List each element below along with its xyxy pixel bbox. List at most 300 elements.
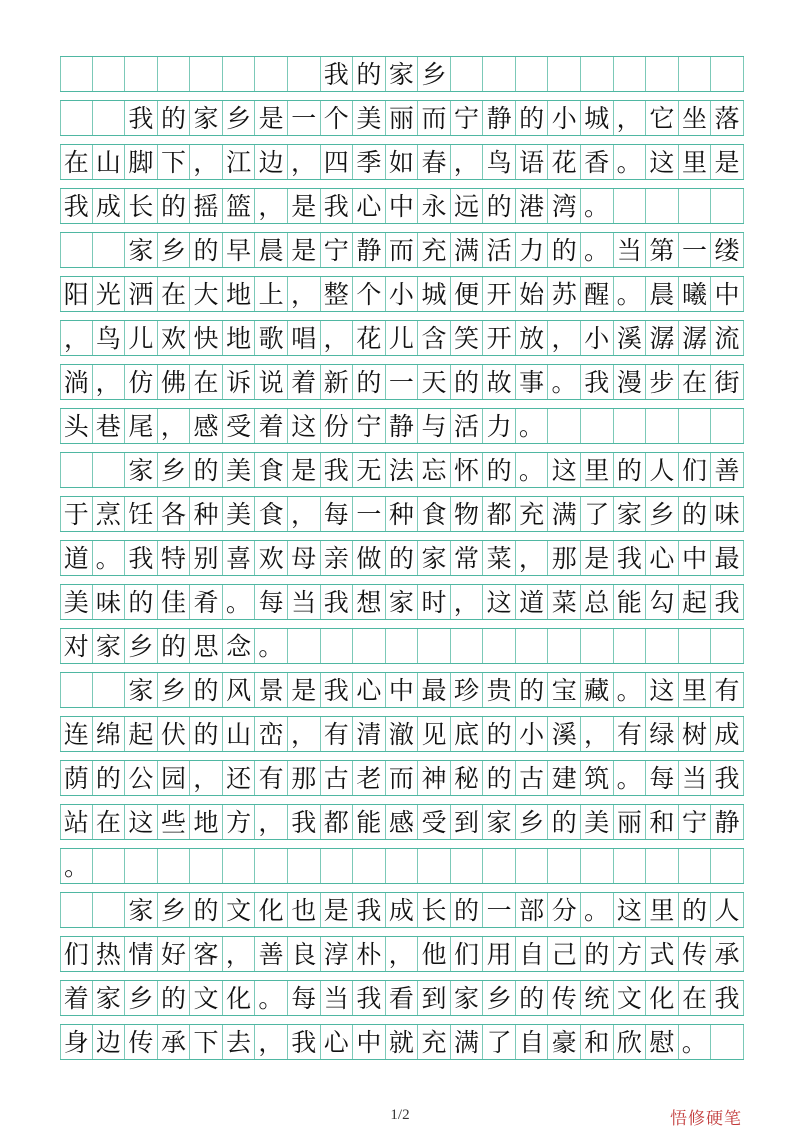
char-cell: 时 — [418, 585, 451, 619]
char-cell: 还 — [223, 761, 256, 795]
char-cell: 。 — [614, 145, 647, 179]
grid-row — [60, 936, 744, 972]
char-cell: 丽 — [614, 805, 647, 839]
char-cell: 份 — [321, 409, 354, 443]
char-cell: 的 — [125, 585, 158, 619]
char-cell: 感 — [190, 409, 223, 443]
char-cell: 我 — [353, 893, 386, 927]
char-cell: 每 — [646, 761, 679, 795]
empty-cell — [711, 57, 744, 91]
char-cell: 美 — [223, 497, 256, 531]
char-cell: 宁 — [451, 101, 484, 135]
char-cell: 菜 — [483, 541, 516, 575]
char-cell: 漫 — [614, 365, 647, 399]
char-cell: 那 — [548, 541, 581, 575]
empty-cell — [451, 849, 484, 883]
empty-cell — [516, 629, 549, 663]
char-cell: 绿 — [646, 717, 679, 751]
char-cell: 饪 — [125, 497, 158, 531]
empty-cell — [60, 893, 93, 927]
char-cell: 晨 — [646, 277, 679, 311]
char-cell: 春 — [418, 145, 451, 179]
char-cell: ， — [288, 497, 321, 531]
char-cell: 客 — [190, 937, 223, 971]
char-cell: 用 — [483, 937, 516, 971]
char-cell: 每 — [288, 981, 321, 1015]
char-cell: 淌 — [60, 365, 93, 399]
char-cell: 我 — [711, 585, 744, 619]
char-cell: 宁 — [679, 805, 712, 839]
char-cell: 我 — [581, 365, 614, 399]
char-cell: 食 — [418, 497, 451, 531]
char-cell: 的 — [679, 497, 712, 531]
char-cell: 勾 — [646, 585, 679, 619]
char-cell: 对 — [60, 629, 93, 663]
char-cell: 去 — [223, 1025, 256, 1059]
empty-cell — [190, 57, 223, 91]
grid-row — [60, 100, 744, 136]
grid-row — [60, 540, 744, 576]
char-cell: 味 — [93, 585, 126, 619]
char-cell: 江 — [223, 145, 256, 179]
char-cell: 里 — [679, 145, 712, 179]
char-cell: 是 — [581, 541, 614, 575]
char-cell: 整 — [321, 277, 354, 311]
char-cell: 我 — [711, 981, 744, 1015]
char-cell: 受 — [223, 409, 256, 443]
empty-cell — [711, 189, 744, 223]
char-cell: 美 — [353, 101, 386, 135]
empty-cell — [288, 57, 321, 91]
empty-cell — [581, 849, 614, 883]
char-cell: 每 — [321, 497, 354, 531]
char-cell: 这 — [646, 673, 679, 707]
char-cell: 。 — [255, 981, 288, 1015]
empty-cell — [418, 849, 451, 883]
char-cell: 神 — [418, 761, 451, 795]
char-cell: 在 — [93, 805, 126, 839]
char-cell: 乡 — [158, 673, 191, 707]
char-cell: ， — [451, 585, 484, 619]
char-cell: 四 — [321, 145, 354, 179]
char-cell: 宁 — [321, 233, 354, 267]
char-cell: 风 — [223, 673, 256, 707]
char-cell: 的 — [581, 937, 614, 971]
char-cell: 种 — [190, 497, 223, 531]
char-cell: 长 — [125, 189, 158, 223]
char-cell: 乡 — [125, 629, 158, 663]
char-cell: ， — [60, 321, 93, 355]
empty-cell — [581, 57, 614, 91]
grid-row — [60, 980, 744, 1016]
char-cell: 尾 — [125, 409, 158, 443]
char-cell: 有 — [614, 717, 647, 751]
char-cell: 篮 — [223, 189, 256, 223]
char-cell: 热 — [93, 937, 126, 971]
char-cell: 港 — [516, 189, 549, 223]
char-cell: 老 — [353, 761, 386, 795]
char-cell: 中 — [711, 277, 744, 311]
char-cell: 在 — [158, 277, 191, 311]
char-cell: 家 — [614, 497, 647, 531]
char-cell: 始 — [516, 277, 549, 311]
empty-cell — [321, 849, 354, 883]
char-cell: ， — [614, 101, 647, 135]
char-cell: 都 — [321, 805, 354, 839]
char-cell: 我 — [125, 541, 158, 575]
char-cell: 这 — [125, 805, 158, 839]
char-cell: ， — [288, 277, 321, 311]
empty-cell — [223, 849, 256, 883]
char-cell: 最 — [711, 541, 744, 575]
char-cell: 物 — [451, 497, 484, 531]
char-cell: 力 — [516, 233, 549, 267]
title-char: 我 — [321, 57, 354, 91]
empty-cell — [60, 453, 93, 487]
char-cell: 的 — [483, 761, 516, 795]
char-cell: 摇 — [190, 189, 223, 223]
empty-cell — [483, 57, 516, 91]
char-cell: 着 — [288, 365, 321, 399]
char-cell: 化 — [646, 981, 679, 1015]
char-cell: 烹 — [93, 497, 126, 531]
char-cell: 的 — [516, 101, 549, 135]
char-cell: 一 — [353, 497, 386, 531]
char-cell: 潺 — [679, 321, 712, 355]
grid-row — [60, 188, 744, 224]
char-cell: 。 — [548, 365, 581, 399]
empty-cell — [711, 1025, 744, 1059]
char-cell: 里 — [581, 453, 614, 487]
char-cell: 中 — [386, 673, 419, 707]
empty-cell — [646, 189, 679, 223]
char-cell: 心 — [353, 189, 386, 223]
char-cell: 的 — [353, 365, 386, 399]
char-cell: 的 — [483, 189, 516, 223]
char-cell: 家 — [93, 981, 126, 1015]
char-cell: 开 — [483, 277, 516, 311]
char-cell: 朴 — [353, 937, 386, 971]
char-cell: 身 — [60, 1025, 93, 1059]
char-cell: 宁 — [353, 409, 386, 443]
char-cell: 是 — [255, 101, 288, 135]
char-cell: 乡 — [158, 453, 191, 487]
char-cell: 那 — [288, 761, 321, 795]
char-cell: 家 — [190, 101, 223, 135]
char-cell: 落 — [711, 101, 744, 135]
grid-row — [60, 320, 744, 356]
char-cell: 放 — [516, 321, 549, 355]
char-cell: 洒 — [125, 277, 158, 311]
char-cell: 唱 — [288, 321, 321, 355]
grid-row — [60, 672, 744, 708]
char-cell: 佳 — [158, 585, 191, 619]
char-cell: 人 — [711, 893, 744, 927]
char-cell: 一 — [386, 365, 419, 399]
char-cell: 地 — [223, 277, 256, 311]
char-cell: 化 — [223, 981, 256, 1015]
char-cell: 是 — [321, 893, 354, 927]
char-cell: 这 — [646, 145, 679, 179]
char-cell: 着 — [60, 981, 93, 1015]
char-cell: 儿 — [125, 321, 158, 355]
char-cell: ， — [288, 717, 321, 751]
char-cell: 我 — [711, 761, 744, 795]
char-cell: ， — [93, 365, 126, 399]
char-cell: 是 — [711, 145, 744, 179]
char-cell: 慰 — [646, 1025, 679, 1059]
char-cell: 脚 — [125, 145, 158, 179]
char-cell: 这 — [483, 585, 516, 619]
empty-cell — [353, 629, 386, 663]
empty-cell — [548, 849, 581, 883]
empty-cell — [679, 849, 712, 883]
empty-cell — [418, 629, 451, 663]
char-cell: 欢 — [158, 321, 191, 355]
char-cell: 中 — [679, 541, 712, 575]
empty-cell — [353, 849, 386, 883]
empty-cell — [93, 453, 126, 487]
char-cell: 和 — [646, 805, 679, 839]
char-cell: 一 — [679, 233, 712, 267]
char-cell: 无 — [353, 453, 386, 487]
char-cell: 当 — [614, 233, 647, 267]
char-cell: 善 — [711, 453, 744, 487]
grid-row — [60, 760, 744, 796]
char-cell: 公 — [125, 761, 158, 795]
empty-cell — [386, 629, 419, 663]
char-cell: 含 — [418, 321, 451, 355]
char-cell: 充 — [418, 233, 451, 267]
char-cell: 光 — [93, 277, 126, 311]
char-cell: 古 — [321, 761, 354, 795]
char-cell: 方 — [614, 937, 647, 971]
char-cell: 起 — [679, 585, 712, 619]
char-cell: 长 — [418, 893, 451, 927]
char-cell: 静 — [711, 805, 744, 839]
empty-cell — [223, 57, 256, 91]
char-cell: 心 — [321, 1025, 354, 1059]
char-cell: 分 — [548, 893, 581, 927]
char-cell: 。 — [516, 409, 549, 443]
char-cell: 受 — [418, 805, 451, 839]
char-cell: 在 — [190, 365, 223, 399]
char-cell: 能 — [614, 585, 647, 619]
char-cell: 统 — [581, 981, 614, 1015]
char-cell: 语 — [516, 145, 549, 179]
empty-cell — [255, 57, 288, 91]
char-cell: 于 — [60, 497, 93, 531]
char-cell: ， — [288, 145, 321, 179]
char-cell: 着 — [255, 409, 288, 443]
char-cell: 巷 — [93, 409, 126, 443]
char-cell: 花 — [548, 145, 581, 179]
grid-row — [60, 364, 744, 400]
char-cell: 文 — [190, 981, 223, 1015]
char-cell: 藏 — [581, 673, 614, 707]
char-cell: 便 — [451, 277, 484, 311]
char-cell: 活 — [451, 409, 484, 443]
char-cell: 好 — [158, 937, 191, 971]
char-cell: 到 — [418, 981, 451, 1015]
char-cell: 地 — [190, 805, 223, 839]
char-cell: 人 — [646, 453, 679, 487]
empty-cell — [93, 849, 126, 883]
char-cell: 溪 — [614, 321, 647, 355]
char-cell: 个 — [321, 101, 354, 135]
char-cell: 味 — [711, 497, 744, 531]
empty-cell — [614, 849, 647, 883]
char-cell: 母 — [288, 541, 321, 575]
empty-cell — [581, 629, 614, 663]
char-cell: 步 — [646, 365, 679, 399]
brand-watermark: 悟修硬笔 — [670, 1109, 742, 1129]
empty-cell — [646, 629, 679, 663]
title-char: 的 — [353, 57, 386, 91]
char-cell: 的 — [190, 717, 223, 751]
char-cell: 总 — [581, 585, 614, 619]
char-cell: 法 — [386, 453, 419, 487]
char-cell: 歌 — [255, 321, 288, 355]
char-cell: 有 — [321, 717, 354, 751]
char-cell: 有 — [711, 673, 744, 707]
char-cell: 的 — [483, 453, 516, 487]
char-cell: 当 — [288, 585, 321, 619]
char-cell: 仿 — [125, 365, 158, 399]
empty-cell — [614, 189, 647, 223]
char-cell: 鸟 — [93, 321, 126, 355]
char-cell: 成 — [386, 893, 419, 927]
char-cell: 园 — [158, 761, 191, 795]
char-cell: 部 — [516, 893, 549, 927]
char-cell: ， — [255, 189, 288, 223]
char-cell: 中 — [353, 1025, 386, 1059]
empty-cell — [614, 629, 647, 663]
empty-cell — [93, 57, 126, 91]
char-cell: 当 — [321, 981, 354, 1015]
char-cell: 佛 — [158, 365, 191, 399]
char-cell: 一 — [483, 893, 516, 927]
empty-cell — [679, 629, 712, 663]
char-cell: 美 — [223, 453, 256, 487]
grid-row — [60, 276, 744, 312]
char-cell: 我 — [125, 101, 158, 135]
grid-row — [60, 716, 744, 752]
char-cell: 家 — [125, 673, 158, 707]
char-cell: 乡 — [646, 497, 679, 531]
char-cell: 起 — [125, 717, 158, 751]
char-cell: 的 — [679, 893, 712, 927]
char-cell: 的 — [386, 541, 419, 575]
char-cell: 成 — [711, 717, 744, 751]
char-cell: 秘 — [451, 761, 484, 795]
grid-row — [60, 452, 744, 488]
char-cell: 我 — [288, 805, 321, 839]
char-cell: 的 — [483, 717, 516, 751]
char-cell: 欣 — [614, 1025, 647, 1059]
char-cell: 我 — [321, 585, 354, 619]
char-cell: 鸟 — [483, 145, 516, 179]
char-cell: 家 — [386, 585, 419, 619]
char-cell: 。 — [255, 629, 288, 663]
char-cell: 的 — [93, 761, 126, 795]
char-cell: 连 — [60, 717, 93, 751]
char-cell: 。 — [516, 453, 549, 487]
char-cell: 山 — [223, 717, 256, 751]
char-cell: 我 — [321, 673, 354, 707]
char-cell: 和 — [581, 1025, 614, 1059]
char-cell: 阳 — [60, 277, 93, 311]
char-cell: 在 — [679, 981, 712, 1015]
char-cell: 我 — [60, 189, 93, 223]
char-cell: 都 — [483, 497, 516, 531]
empty-cell — [60, 57, 93, 91]
char-cell: 的 — [548, 805, 581, 839]
empty-cell — [483, 849, 516, 883]
char-cell: 个 — [353, 277, 386, 311]
grid-row — [60, 628, 744, 664]
char-cell: 怀 — [451, 453, 484, 487]
char-cell: 做 — [353, 541, 386, 575]
char-cell: ， — [581, 717, 614, 751]
char-cell: 传 — [125, 1025, 158, 1059]
char-cell: 道 — [60, 541, 93, 575]
char-cell: 小 — [516, 717, 549, 751]
char-cell: 食 — [255, 453, 288, 487]
char-cell: 情 — [125, 937, 158, 971]
char-cell: 诉 — [223, 365, 256, 399]
char-cell: 充 — [516, 497, 549, 531]
char-cell: 第 — [646, 233, 679, 267]
empty-cell — [125, 57, 158, 91]
char-cell: 我 — [614, 541, 647, 575]
char-cell: 边 — [93, 1025, 126, 1059]
grid-row — [60, 584, 744, 620]
char-cell: 方 — [223, 805, 256, 839]
char-cell: 各 — [158, 497, 191, 531]
char-cell: 道 — [516, 585, 549, 619]
char-cell: 儿 — [386, 321, 419, 355]
char-cell: 醒 — [581, 277, 614, 311]
char-cell: 上 — [255, 277, 288, 311]
char-cell: 充 — [418, 1025, 451, 1059]
char-cell: 溪 — [548, 717, 581, 751]
char-cell: 文 — [223, 893, 256, 927]
char-cell: 的 — [190, 673, 223, 707]
char-cell: 一 — [288, 101, 321, 135]
char-cell: 承 — [158, 1025, 191, 1059]
empty-cell — [60, 673, 93, 707]
empty-cell — [483, 629, 516, 663]
char-cell: 这 — [548, 453, 581, 487]
char-cell: 思 — [190, 629, 223, 663]
char-cell: 。 — [581, 893, 614, 927]
char-cell: 家 — [93, 629, 126, 663]
empty-cell — [255, 849, 288, 883]
grid-row — [60, 892, 744, 928]
grid-row — [60, 144, 744, 180]
char-cell: 。 — [93, 541, 126, 575]
char-cell: 良 — [288, 937, 321, 971]
char-cell: 苏 — [548, 277, 581, 311]
char-cell: 潺 — [646, 321, 679, 355]
char-cell: 永 — [418, 189, 451, 223]
empty-cell — [190, 849, 223, 883]
char-cell: 特 — [158, 541, 191, 575]
char-cell: 是 — [288, 233, 321, 267]
char-cell: 曦 — [679, 277, 712, 311]
char-cell: 乡 — [516, 805, 549, 839]
